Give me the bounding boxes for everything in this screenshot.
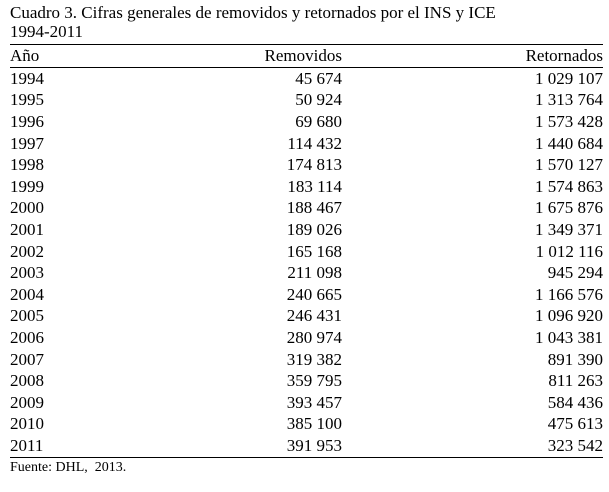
table-row [10, 154, 603, 176]
cell-retornados: 1 349 371 [535, 219, 603, 239]
table-header [10, 45, 603, 68]
cell-retornados: 1 675 876 [535, 198, 603, 218]
cell-retornados: 1 313 764 [535, 90, 603, 110]
table-row [10, 198, 603, 220]
cell-year: 2001 [10, 219, 44, 239]
table-row [10, 414, 603, 436]
cell-year: 2004 [10, 284, 44, 304]
cell-retornados: 1 043 381 [535, 327, 603, 347]
table-figure [10, 3, 603, 476]
table-row [10, 327, 603, 349]
table-row [10, 133, 603, 155]
cell-removidos: 385 100 [286, 414, 342, 434]
table-row [10, 262, 603, 284]
cell-removidos: 50 924 [295, 90, 342, 110]
cell-retornados: 1 570 127 [535, 155, 603, 175]
header-row [10, 45, 603, 68]
table-caption-line-2: 1994-2011 [10, 22, 84, 41]
table-row [10, 68, 603, 90]
table-row [10, 284, 603, 306]
cell-year: 2002 [10, 241, 44, 261]
cell-year: 2000 [10, 198, 44, 218]
cell-removidos: 359 795 [286, 371, 342, 391]
cell-removidos: 319 382 [286, 349, 342, 369]
table-row [10, 392, 603, 414]
table-row [10, 370, 603, 392]
table-row [10, 435, 603, 457]
cell-year: 2006 [10, 327, 44, 347]
cell-removidos: 246 431 [286, 306, 342, 326]
cell-year: 1997 [10, 133, 44, 153]
data-table [10, 44, 603, 458]
cell-year: 2009 [10, 392, 44, 412]
cell-removidos: 393 457 [286, 392, 342, 412]
cell-year: 2003 [10, 263, 44, 283]
header-removidos: Removidos [150, 45, 342, 68]
cell-retornados: 1 574 863 [535, 176, 603, 196]
cell-retornados: 811 263 [548, 371, 603, 391]
cell-retornados: 475 613 [547, 414, 603, 434]
cell-removidos: 45 674 [295, 68, 342, 88]
cell-removidos: 280 974 [286, 327, 342, 347]
cell-removidos: 69 680 [295, 111, 342, 131]
cell-removidos: 114 432 [287, 133, 342, 153]
cell-year: 1994 [10, 68, 44, 88]
cell-retornados: 891 390 [547, 349, 603, 369]
cell-year: 2011 [10, 435, 150, 457]
cell-retornados: 584 436 [547, 392, 603, 412]
cell-removidos: 211 098 [287, 263, 342, 283]
cell-year: 2008 [10, 371, 44, 391]
cell-year: 1996 [10, 111, 44, 131]
cell-year: 2010 [10, 414, 44, 434]
table-row [10, 306, 603, 328]
table-row [10, 241, 603, 263]
cell-year: 1998 [10, 155, 44, 175]
cell-retornados: 1 096 920 [535, 306, 603, 326]
cell-removidos: 188 467 [286, 198, 342, 218]
header-year: Año [10, 45, 150, 68]
cell-removidos: 183 114 [287, 176, 342, 196]
table-row [10, 90, 603, 112]
cell-retornados: 323 542 [342, 435, 603, 457]
table-row [10, 219, 603, 241]
cell-retornados: 1 012 116 [535, 241, 603, 261]
table-row [10, 176, 603, 198]
cell-removidos: 174 813 [286, 155, 342, 175]
cell-retornados: 945 294 [547, 263, 603, 283]
cell-removidos: 165 168 [286, 241, 342, 261]
table-body [10, 68, 603, 458]
header-retornados: Retornados [342, 45, 603, 68]
cell-removidos: 391 953 [150, 435, 342, 457]
cell-year: 2007 [10, 349, 44, 369]
cell-retornados: 1 440 684 [535, 133, 603, 153]
cell-removidos: 189 026 [286, 219, 342, 239]
cell-retornados: 1 029 107 [535, 68, 603, 88]
table-row [10, 111, 603, 133]
cell-retornados: 1 573 428 [535, 111, 603, 131]
cell-removidos: 240 665 [286, 284, 342, 304]
cell-year: 1995 [10, 90, 44, 110]
cell-retornados: 1 166 576 [535, 284, 603, 304]
source-note: Fuente: DHL, 2013. [10, 459, 127, 475]
table-row [10, 349, 603, 371]
cell-year: 1999 [10, 176, 44, 196]
table-caption-line-1: Cuadro 3. Cifras generales de removidos y retornados por el INS y ICE [10, 3, 496, 22]
cell-year: 2005 [10, 306, 44, 326]
